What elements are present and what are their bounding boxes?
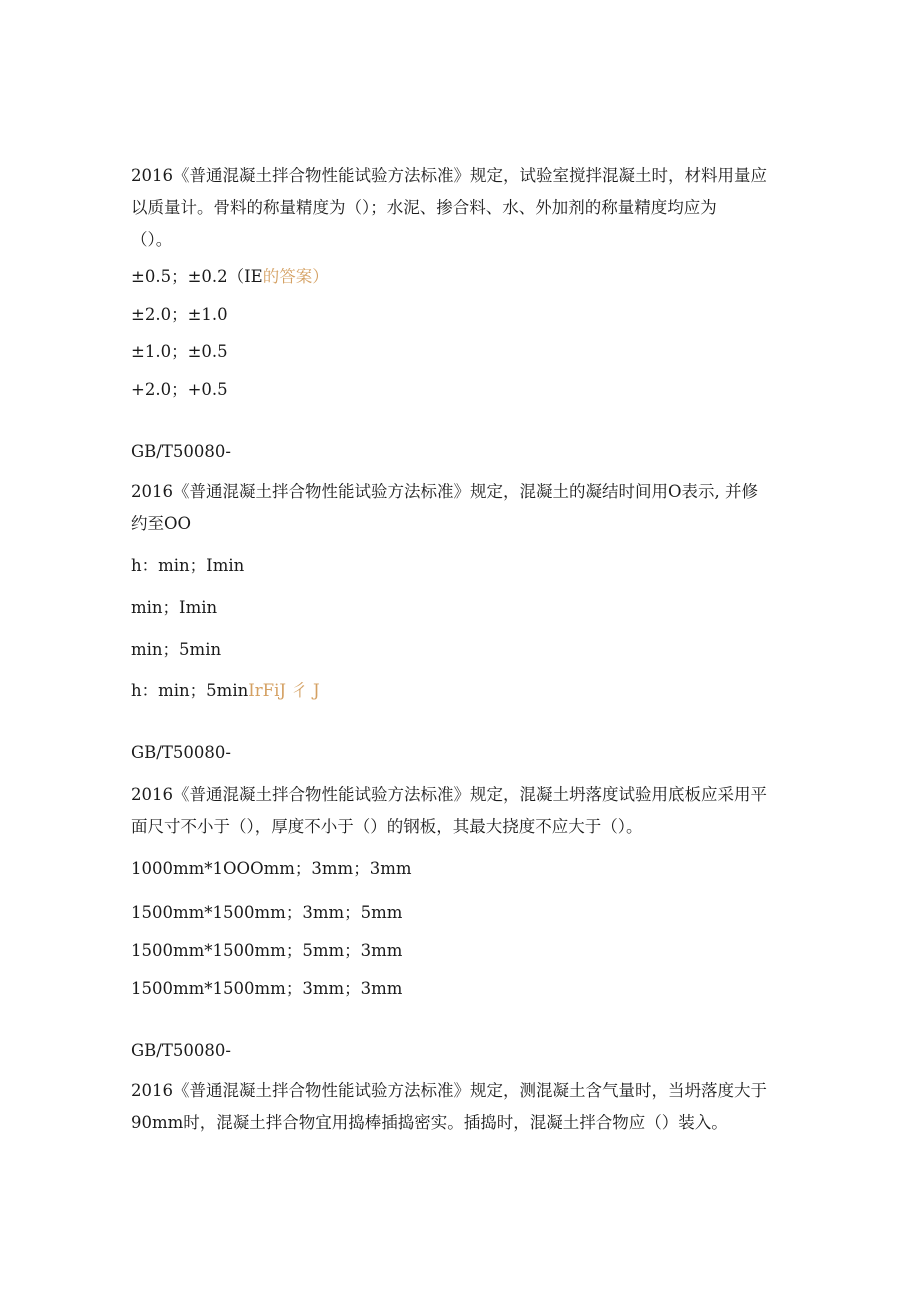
question-2-option-a: h：min；Imin bbox=[131, 556, 245, 575]
question-2-option-d bbox=[131, 683, 320, 700]
question-1-option-a bbox=[131, 269, 329, 286]
question-1-option-c: ±1.0；±0.5 bbox=[131, 342, 228, 361]
question-1-line-2: 以质量计。骨料的称量精度为（）；水泥、掺合料、水、外加剂的称量精度均应为 bbox=[131, 198, 717, 217]
answer-note: 的答案） bbox=[262, 267, 329, 286]
question-3-option-d: 1500mm*1500mm；3mm；3mm bbox=[131, 979, 403, 998]
question-3-option-b: 1500mm*1500mm；3mm；5mm bbox=[131, 903, 403, 922]
question-2-prefix: GB/T50080- bbox=[131, 442, 231, 461]
option-text: h：min；5min bbox=[131, 681, 249, 700]
question-3-prefix: GB/T50080- bbox=[131, 743, 231, 762]
answer-note: IrFiJ 彳 J bbox=[248, 681, 320, 700]
question-3-line-2: 面尺寸不小于（），厚度不小于（）的钢板，其最大挠度不应大于（）。 bbox=[131, 817, 643, 836]
question-4-line-1: 2016《普通混凝土拌合物性能试验方法标准》规定，测混凝土含气量时，当坍落度大于 bbox=[131, 1081, 767, 1100]
question-2-option-b: min；Imin bbox=[131, 598, 218, 617]
question-3-option-a: 1000mm*1OOOmm；3mm；3mm bbox=[131, 859, 412, 878]
question-1-option-d: +2.0；+0.5 bbox=[131, 380, 228, 399]
question-1-option-b: ±2.0；±1.0 bbox=[131, 305, 228, 324]
option-text: ±0.5；±0.2（IE bbox=[131, 267, 263, 286]
question-2-option-c: min；5min bbox=[131, 640, 222, 659]
question-1-line-3: （）。 bbox=[131, 230, 173, 249]
question-3-line-1: 2016《普通混凝土拌合物性能试验方法标准》规定，混凝土坍落度试验用底板应采用平 bbox=[131, 785, 767, 804]
question-3-option-c: 1500mm*1500mm；5mm；3mm bbox=[131, 941, 403, 960]
question-4-line-2: 90mm时，混凝土拌合物宜用捣棒插捣密实。插捣时，混凝土拌合物应（）装入。 bbox=[131, 1113, 728, 1132]
question-4-prefix: GB/T50080- bbox=[131, 1041, 231, 1060]
question-2-line-1: 2016《普通混凝土拌合物性能试验方法标准》规定，混凝土的凝结时间用O表示, 并修 bbox=[131, 482, 759, 501]
question-1-line-1: 2016《普通混凝土拌合物性能试验方法标准》规定，试验室搅拌混凝土时，材料用量应 bbox=[131, 166, 767, 185]
question-2-line-2: 约至OO bbox=[131, 514, 192, 533]
